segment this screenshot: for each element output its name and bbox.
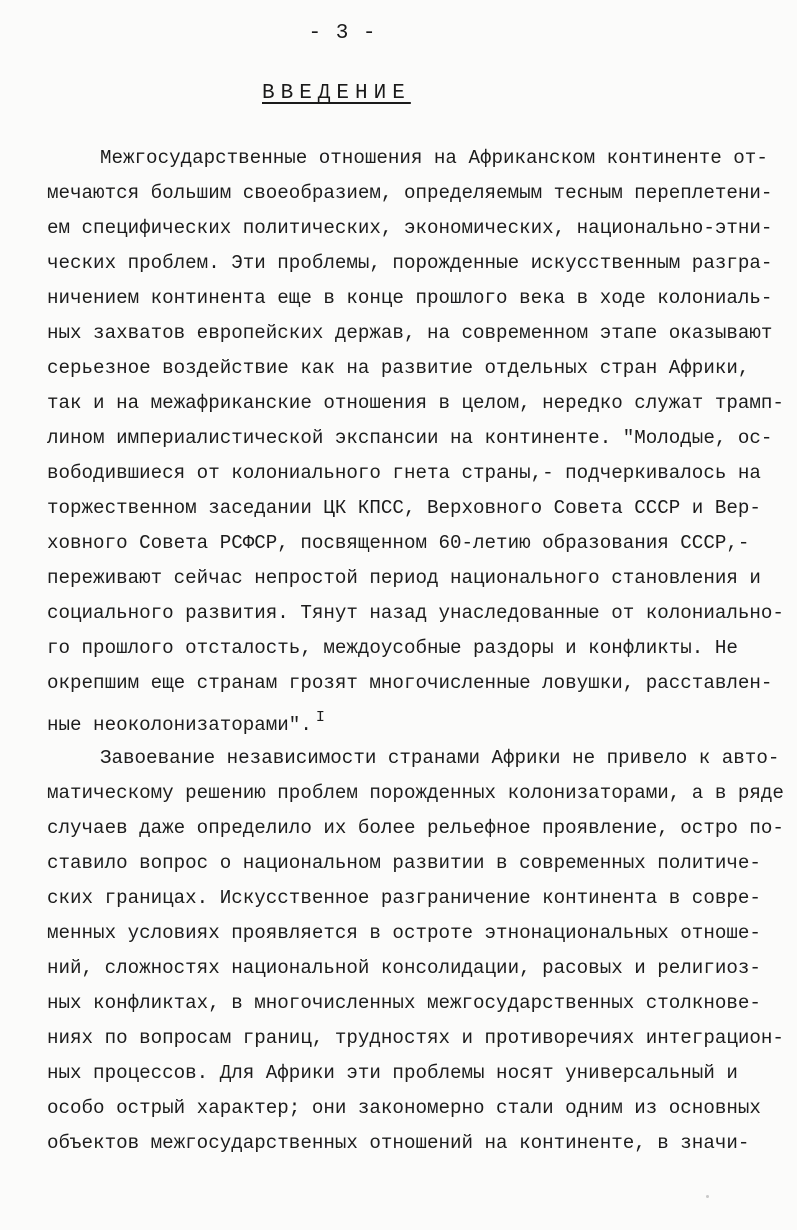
text-line: Завоевание независимости странами Африки не привело к авто- — [100, 747, 780, 769]
text-line: ем специфических политических, экономических, национально-этни- — [47, 217, 773, 239]
text-line: ных конфликтах, в многочисленных межгосударственных столкнове- — [47, 992, 761, 1014]
text-line: особо острый характер; они закономерно стали одним из основных — [47, 1097, 761, 1119]
text-line: торжественном заседании ЦК КПСС, Верховного Совета СССР и Вер- — [47, 497, 761, 519]
text-line: вободившиеся от колониального гнета страны,- подчеркивалось на — [47, 462, 761, 484]
text-line: ных захватов европейских держав, на современном этапе оказывают — [47, 322, 773, 344]
text-line: объектов межгосударственных отношений на континенте, в значи- — [47, 1132, 750, 1154]
text-line: менных условиях проявляется в остроте этнонациональных отноше- — [47, 922, 761, 944]
text-line: ховного Совета РСФСР, посвященном 60-летию образования СССР,- — [47, 532, 750, 554]
text-line: ставило вопрос о национальном развитии в современных политиче- — [47, 852, 761, 874]
text-line: ных процессов. Для Африки эти проблемы носят универсальный и — [47, 1062, 738, 1084]
text-line: переживают сейчас непростой период национального становления и — [47, 567, 761, 589]
page-number: - 3 - — [308, 22, 377, 45]
text-line: лином империалистической экспансии на континенте. "Молодые, ос- — [47, 427, 773, 449]
text-line: матическому решению проблем порожденных колонизаторами, а в ряде — [47, 782, 784, 804]
footnote-marker: I — [315, 709, 325, 726]
text-line: ний, сложностях национальной консолидации, расовых и религиоз- — [47, 957, 761, 979]
text-line: окрепшим еще странам грозят многочисленные ловушки, расставлен- — [47, 672, 773, 694]
text-line: ниях по вопросам границ, трудностях и противоречиях интеграцион- — [47, 1027, 784, 1049]
text-line: ческих проблем. Эти проблемы, порожденные искусственным разгра- — [47, 252, 773, 274]
section-heading: ВВЕДЕНИЕ — [262, 82, 411, 105]
scan-speck — [706, 1195, 709, 1198]
text-line: случаев даже определило их более рельефное проявление, остро по- — [47, 817, 784, 839]
text-line: ничением континента еще в конце прошлого века в ходе колониаль- — [47, 287, 773, 309]
text-line: Межгосударственные отношения на Африканском континенте от- — [100, 147, 768, 169]
text-line: го прошлого отсталость, междоусобные раздоры и конфликты. Не — [47, 637, 738, 659]
text-line: мечаются большим своеобразием, определяемым тесным переплетени- — [47, 182, 773, 204]
text-line: социального развития. Тянут назад унаследованные от колониально- — [47, 602, 784, 624]
text-line: серьезное воздействие как на развитие отдельных стран Африки, — [47, 357, 750, 379]
text-line: ные неоколонизаторами". $^I$ — [47, 709, 325, 736]
text-line: ских границах. Искусственное разграничение континента в совре- — [47, 887, 761, 909]
text-line: так и на межафриканские отношения в целом, нередко служат трамп- — [47, 392, 784, 414]
